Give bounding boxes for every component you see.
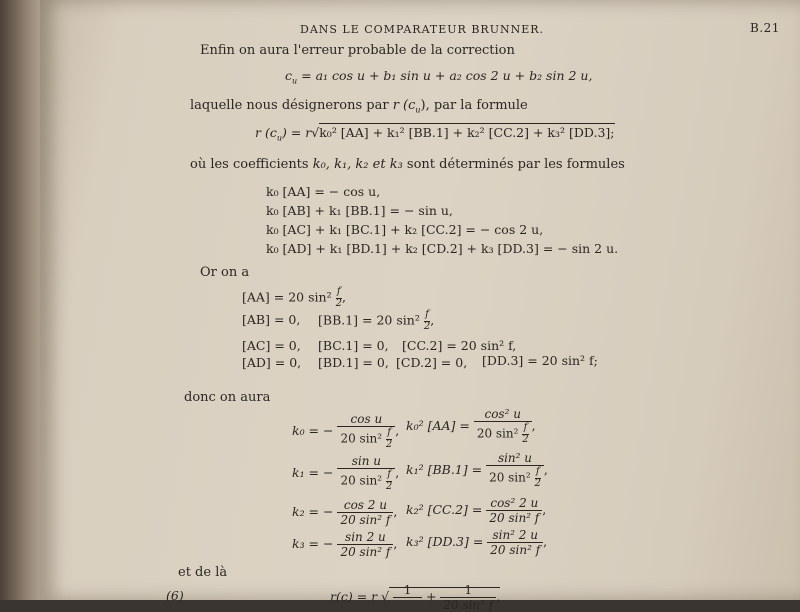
k3-eq xyxy=(292,531,397,558)
k3-comma: , xyxy=(393,536,398,551)
k2-comma: , xyxy=(393,504,398,519)
k3sq-comma: , xyxy=(543,534,548,549)
et-de-la: et de là xyxy=(178,565,228,580)
final-frac-1-num: 1 xyxy=(403,583,412,597)
k3-den: 20 sin² f xyxy=(337,544,393,558)
k0-num: cos u xyxy=(350,412,383,426)
system-eq-4: k₀ [AD] + k₁ [BD.1] + k₂ [CD.2] + k₃ [DD.3] = − sin 2 u. xyxy=(266,241,619,256)
aa-lhs: [AA] = 20 sin² xyxy=(242,289,332,305)
donc-on-aura: donc on aura xyxy=(184,390,271,405)
k0-eq xyxy=(292,413,399,450)
bb1-frac-den: 2 xyxy=(423,320,431,332)
ad-eq: [AD] = 0, xyxy=(242,355,302,370)
k0-den-frac-num: f xyxy=(387,427,391,438)
final-frac-2-den: 20 sin² f xyxy=(440,597,496,611)
k0sq-den-frac-den: 2 xyxy=(522,433,529,445)
k1-den-frac-den: 2 xyxy=(385,480,393,492)
rcu-radicand: k₀² [AA] + k₁² [BB.1] + k₂² [CC.2] + k₃² [DD.3]; xyxy=(319,125,615,140)
ab-eq: [AB] = 0, xyxy=(242,312,301,327)
final-frac-2-num: 1 xyxy=(464,583,473,597)
k3sq-eq xyxy=(406,529,547,556)
aa-eq xyxy=(242,287,346,309)
k2-num: cos 2 u xyxy=(343,498,387,512)
bd1-eq: [BD.1] = 0, xyxy=(318,355,389,370)
final-formula: r(c) = r √ 1 + $\frac{1}{\text{20 sin² f}}$ , xyxy=(330,583,501,612)
bb1-eq xyxy=(318,310,434,332)
bc1-eq: [BC.1] = 0, xyxy=(318,338,389,353)
k1-num: sin u xyxy=(351,454,382,468)
cd2-eq: [CD.2] = 0, xyxy=(396,355,468,370)
cc2-eq: [CC.2] = 20 sin² f, xyxy=(402,338,517,353)
system-eq-1: k₀ [AA] = − cos u, xyxy=(266,184,381,199)
k1sq-comma: , xyxy=(543,462,548,477)
k2-eq xyxy=(292,499,397,526)
running-title: DANS LE COMPARATEUR BRUNNER. xyxy=(300,23,545,36)
k1-den-frac-num: f xyxy=(387,469,391,480)
final-frac-2 xyxy=(440,584,496,611)
k1sq-eq xyxy=(406,452,548,489)
k0sq-den: 20 sin² xyxy=(476,426,519,441)
system-eq-2: k₀ [AB] + k₁ [BB.1] = − sin u, xyxy=(266,203,453,218)
rcu-lhs: r (c xyxy=(255,125,277,140)
k0-den-fraction xyxy=(386,428,392,450)
k3sq-fraction xyxy=(487,529,543,556)
k0-comma: , xyxy=(395,423,400,438)
bb1-frac-num: f xyxy=(425,309,429,320)
k2-den: 20 sin² f xyxy=(337,512,393,526)
k3sq-lhs: k₃² [DD.3] = xyxy=(406,534,484,549)
k0sq-comma: , xyxy=(531,418,536,433)
page-number: B.21 xyxy=(750,21,780,35)
k0sq-num: cos² u xyxy=(484,407,521,421)
bb1-lhs: [BB.1] = 20 sin² xyxy=(318,312,420,328)
designation-sentence: laquelle nous désignerons par r $(c_u)$, par la formule xyxy=(190,98,528,115)
coefficients-post: sont déterminés par les formules xyxy=(402,157,625,172)
book-page xyxy=(40,0,800,612)
aa-frac-den: 2 xyxy=(335,297,342,309)
final-lhs: r(c) = r xyxy=(330,589,378,604)
cu-formula: $c_u = a_1$ cos u + b₁ sin u + a₂ cos 2 u + b₂ sin 2 u, xyxy=(285,68,593,86)
k1-fraction xyxy=(337,455,395,492)
k1-eq xyxy=(292,455,399,492)
k2-lhs: k₂ = − xyxy=(292,504,334,519)
k0sq-den-fraction xyxy=(522,423,528,445)
cu-lhs: c xyxy=(285,68,293,83)
k1sq-den-frac-num: f xyxy=(535,466,540,477)
k3-fraction xyxy=(337,531,393,558)
designation-symbol: r (c xyxy=(392,98,416,113)
k3sq-den: 20 sin² f xyxy=(487,542,543,556)
k1sq-fraction xyxy=(486,452,544,489)
k0-den: 20 sin² xyxy=(340,431,383,446)
k2sq-lhs: k₂² [CC.2] = xyxy=(406,502,483,517)
k2sq-fraction xyxy=(486,497,542,524)
k0-fraction xyxy=(337,413,395,450)
system-eq-3: k₀ [AC] + k₁ [BC.1] + k₂ [CC.2] = − cos 2 u, xyxy=(266,222,544,237)
k1sq-den-fraction xyxy=(535,467,541,489)
equation-label: (6) xyxy=(166,588,184,603)
k1sq-lhs: k₁² [BB.1] = xyxy=(406,462,483,477)
k0sq-den-frac-num: f xyxy=(523,422,528,433)
k2sq-eq xyxy=(406,497,546,524)
k3-lhs: k₃ = − xyxy=(292,536,334,551)
coefficients-sentence xyxy=(190,158,625,171)
or-on-a: Or on a xyxy=(200,265,250,280)
final-plus: + xyxy=(425,589,437,604)
k1sq-den: 20 sin² xyxy=(489,470,531,485)
k1-comma: , xyxy=(395,465,400,480)
aa-frac-num: f xyxy=(336,286,341,297)
designation-pre: laquelle nous désignerons par xyxy=(190,98,393,113)
aa-comma: , xyxy=(341,289,346,305)
designation-post: ), par la formule xyxy=(420,98,528,113)
final-comma: , xyxy=(496,589,501,604)
k0sq-fraction xyxy=(474,408,532,445)
rcu-mid: ) = r xyxy=(281,125,312,140)
k1-den: 20 sin² xyxy=(340,473,383,488)
k0sq-eq xyxy=(406,408,536,445)
k0sq-lhs: k₀² [AA] = xyxy=(406,418,470,433)
intro-sentence: Enfin on aura l'erreur probable de la correction xyxy=(200,43,515,58)
dd3-eq: [DD.3] = 20 sin² f; xyxy=(482,353,598,368)
k2sq-den: 20 sin² f xyxy=(486,510,542,524)
k3sq-num: sin² 2 u xyxy=(492,528,538,542)
k1sq-num: sin² u xyxy=(497,451,533,465)
bb1-comma: , xyxy=(430,312,435,328)
k0-lhs: k₀ = − xyxy=(292,423,334,438)
k0-den-frac-den: 2 xyxy=(385,438,393,450)
final-frac-1 xyxy=(393,584,422,611)
k2sq-comma: , xyxy=(542,502,547,517)
coefficients-pre: où les coefficients xyxy=(190,157,313,172)
cu-rhs: = a₁ cos u + b₁ sin u + a₂ cos 2 u + b₂ sin 2 u, xyxy=(301,68,593,83)
rcu-formula: r $(c_u) = r√k_0^2$ [AA] + k₁² [BB.1] + k₂² [CC.2] + k₃² [DD.3]; xyxy=(255,125,615,143)
k3-num: sin 2 u xyxy=(345,530,386,544)
k2sq-num: cos² 2 u xyxy=(490,496,539,510)
ac-eq: [AC] = 0, xyxy=(242,338,301,353)
coefficients-list: k₀, k₁, k₂ et k₃ xyxy=(312,157,403,172)
k2-fraction xyxy=(337,499,393,526)
k1sq-den-frac-den: 2 xyxy=(534,477,541,489)
k1-den-fraction xyxy=(386,470,392,492)
k1-lhs: k₁ = − xyxy=(292,465,334,480)
